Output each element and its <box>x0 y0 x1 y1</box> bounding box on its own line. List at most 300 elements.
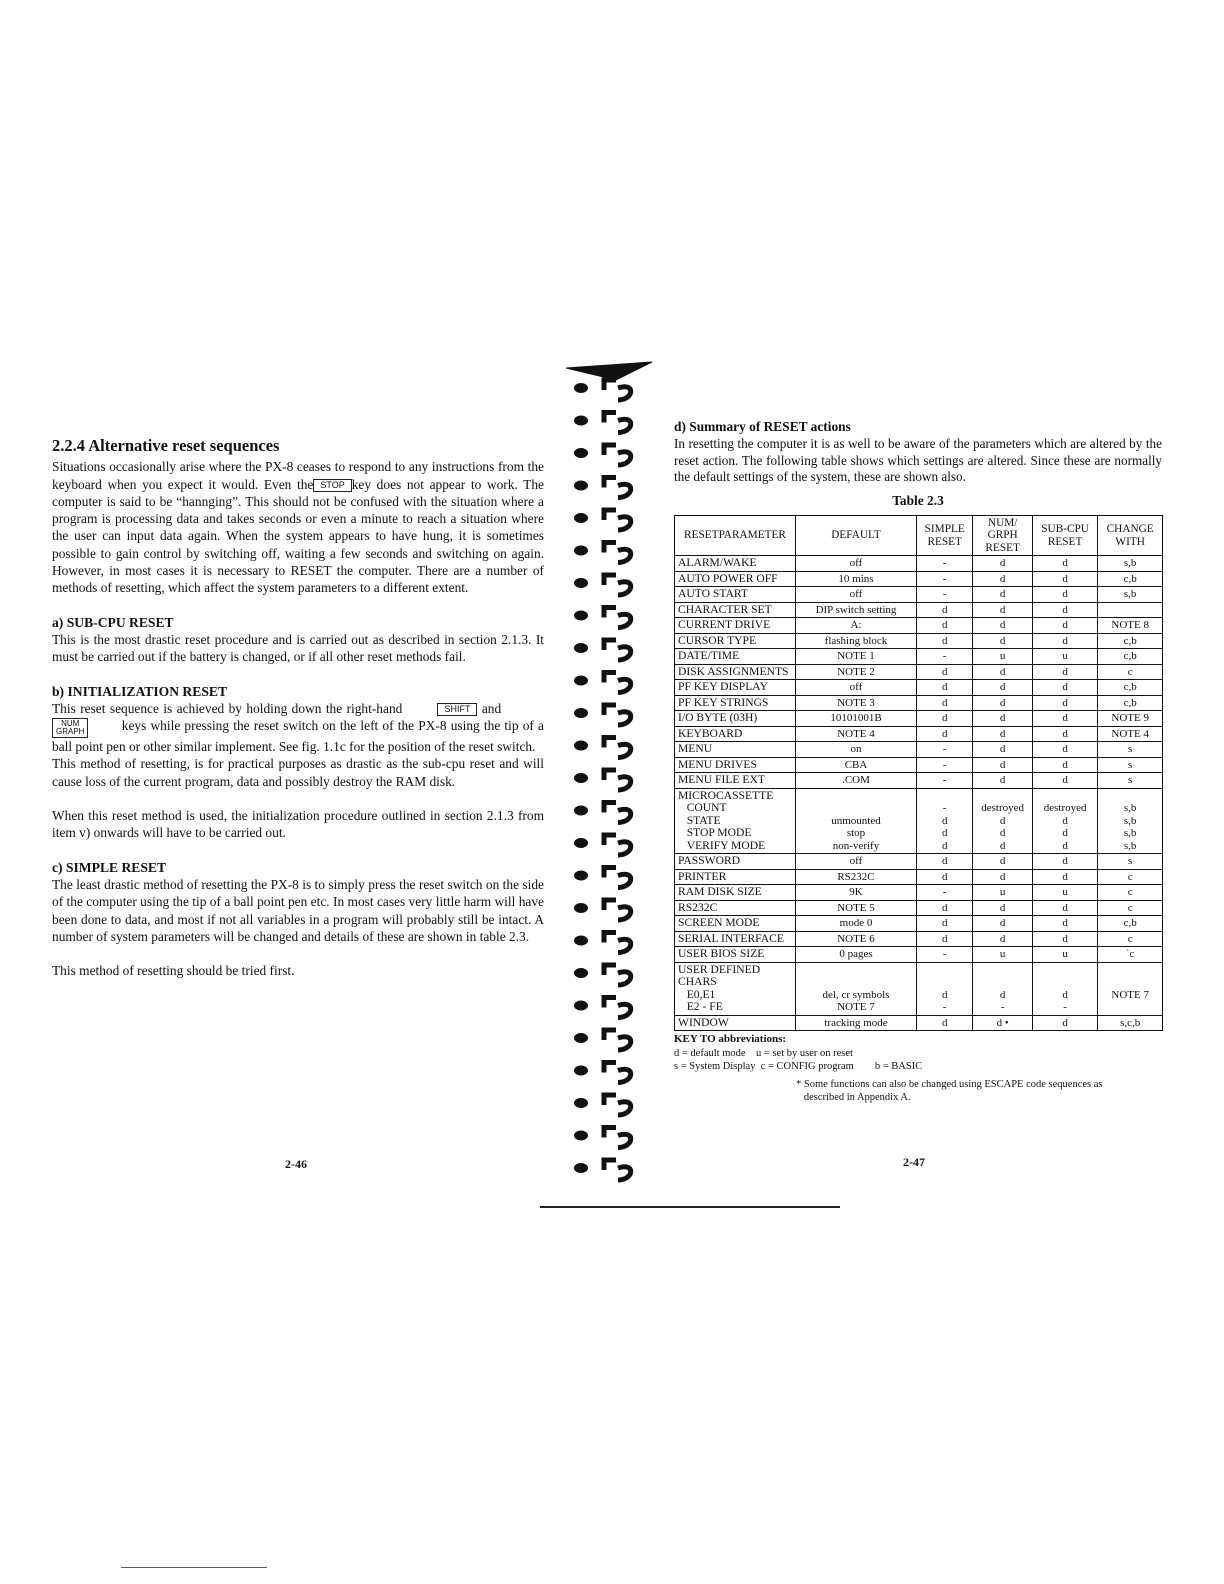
h-num-3: RESET <box>985 541 1020 554</box>
cell-param: SERIAL INTERFACE <box>675 931 796 947</box>
cell-change: s,b <box>1098 556 1163 572</box>
cell-change: c,b <box>1098 649 1163 665</box>
binding-ring <box>604 510 631 530</box>
binding-ring <box>604 673 631 693</box>
initialization-reset-text <box>52 700 544 756</box>
table-row <box>675 556 1163 572</box>
cell-subcpu: d <box>1032 773 1097 789</box>
cell-default: DIP switch setting <box>796 602 917 618</box>
h-num-1: NUM/ <box>987 516 1018 529</box>
escape-note <box>674 1079 1162 1104</box>
cell-param: PRINTER <box>675 869 796 885</box>
cell-simple: - <box>917 556 973 572</box>
table-row <box>675 726 1163 742</box>
key-c: c = CONFIG program <box>760 1061 854 1073</box>
cell-default: tracking mode <box>796 1015 917 1031</box>
cell-default: NOTE 3 <box>796 695 917 711</box>
binding-ring <box>604 770 631 790</box>
binding-ring <box>604 965 631 985</box>
table-row <box>675 773 1163 789</box>
binding-ring <box>604 478 631 498</box>
cell-subcpu: u <box>1032 649 1097 665</box>
cell-change: s,b <box>1098 587 1163 603</box>
table-row <box>675 947 1163 963</box>
stop-key: STOP <box>313 479 351 492</box>
binding-hole <box>574 1131 588 1141</box>
cell-default: on <box>796 742 917 758</box>
cell-numgrph: d <box>973 556 1033 572</box>
table-row <box>675 869 1163 885</box>
cell-subcpu: d <box>1032 854 1097 870</box>
cell-param: RAM DISK SIZE <box>675 885 796 901</box>
col-header-simple <box>917 515 973 556</box>
col-header-change <box>1098 515 1163 556</box>
cell-simple <box>917 788 973 854</box>
binding-hole <box>574 513 588 523</box>
h-change-2: WITH <box>1115 535 1145 548</box>
simple-reset-title: c) SIMPLE RESET <box>52 859 167 875</box>
cell-default: 10 mins <box>796 571 917 587</box>
micro-val: d <box>999 814 1006 827</box>
binding-ring <box>604 738 631 758</box>
binding-hole <box>574 708 588 718</box>
key-d: d = default mode <box>674 1047 746 1059</box>
cell-subcpu: d <box>1032 664 1097 680</box>
cell-default: off <box>796 556 917 572</box>
udc-def: NOTE 7 <box>837 1001 875 1014</box>
cell-change: c <box>1098 931 1163 947</box>
initialization-reset-title: b) INITIALIZATION RESET <box>52 683 228 699</box>
key-s: s = System Display <box>674 1061 756 1073</box>
binding-hole <box>574 1163 588 1173</box>
cell-subcpu: d <box>1032 618 1097 634</box>
cell-subcpu: d <box>1032 726 1097 742</box>
udc-val: - <box>1000 1001 1005 1014</box>
cell-change: c <box>1098 900 1163 916</box>
cell-default: NOTE 5 <box>796 900 917 916</box>
cell-simple: d <box>917 633 973 649</box>
binding-ring <box>604 1095 631 1115</box>
cell-param: MENU FILE EXT <box>675 773 796 789</box>
cell-default: RS232C <box>796 869 917 885</box>
note-line-1: * Some functions can also be changed using ESCAPE code sequences as <box>796 1079 1103 1091</box>
binding-hole <box>574 1066 588 1076</box>
intro-text-1: Situations occasionally arise where the PX-8 ceases to respond to any instructions from the keyboard when you expect it would. Even the <box>52 459 544 492</box>
table-row <box>675 885 1163 901</box>
table-row <box>675 854 1163 870</box>
table-row <box>675 900 1163 916</box>
udc-val: d <box>1062 988 1068 1001</box>
cell-simple: d <box>917 618 973 634</box>
table-row <box>675 742 1163 758</box>
cell-subcpu: d <box>1032 556 1097 572</box>
cell-default: 9K <box>796 885 917 901</box>
binding-ring <box>604 803 631 823</box>
cell-simple: d <box>917 695 973 711</box>
cell-change: NOTE 8 <box>1098 618 1163 634</box>
init-text-3: keys while pressing the reset switch on the left of the PX-8 using the tip of a ball point pen or other similar implement. See fig. 1.1c for the position of the reset switch. <box>52 718 544 755</box>
cell-param: AUTO POWER OFF <box>675 571 796 587</box>
cell-numgrph: d <box>973 726 1033 742</box>
cell-numgrph: d <box>973 602 1033 618</box>
cell-default <box>796 962 917 1015</box>
binding-hole <box>574 643 588 653</box>
key-to-abbreviations <box>674 1033 1162 1073</box>
udc-val: d <box>999 988 1006 1001</box>
initialization-reset-text-2: This method of resetting, is for practical purposes as drastic as the sub-cpu reset and will cause loss of the current program, data and possibly destroy the RAM disk. <box>52 756 544 789</box>
cell-subcpu: d <box>1032 742 1097 758</box>
micro-val: s,b <box>1123 802 1137 815</box>
cell-param: DISK ASSIGNMENTS <box>675 664 796 680</box>
num-key-label: NUM <box>61 719 80 729</box>
binding-ring <box>604 900 631 920</box>
micro-val: s,b <box>1123 827 1137 840</box>
cell-param: WINDOW <box>675 1015 796 1031</box>
cell-param: KEYBOARD <box>675 726 796 742</box>
binding-hole <box>574 936 588 946</box>
cell-simple: d <box>917 680 973 696</box>
micro-def: stop <box>846 827 866 840</box>
cell-simple: - <box>917 773 973 789</box>
cell-subcpu: u <box>1032 885 1097 901</box>
cell-change: c,b <box>1098 633 1163 649</box>
cell-numgrph: d <box>973 742 1033 758</box>
micro-val: d <box>1062 839 1068 852</box>
cell-numgrph: d <box>973 695 1033 711</box>
section-heading: 2.2.4 Alternative reset sequences <box>52 436 280 455</box>
cell-numgrph: d <box>973 633 1033 649</box>
user-defined-chars-block <box>675 962 1163 1015</box>
table-row <box>675 618 1163 634</box>
cell-numgrph: d <box>973 931 1033 947</box>
binding-hole <box>574 383 588 393</box>
micro-val: d <box>1062 827 1068 840</box>
cell-numgrph: d <box>973 854 1033 870</box>
cell-default: off <box>796 587 917 603</box>
cell-subcpu: d <box>1032 680 1097 696</box>
cell-simple: - <box>917 571 973 587</box>
cell-change <box>1098 788 1163 854</box>
intro-text-2: key does not appear to work. The computer is said to be “hannging”. This should not be confused with the situation where a program is processing data and takes seconds or even a minute to reach a situation where the user can input data again. When the system appears to have hung, it is sometimes possible to gain control by switching off, waiting a few seconds and switching on again. However, in most cases it is necessary to RESET the computer. There are a number of methods of resetting, which affect the system parameters to a different extent. <box>52 476 544 596</box>
binding-hole <box>574 481 588 491</box>
cell-param: PASSWORD <box>675 854 796 870</box>
micro-title: MICROCASSETTE <box>678 788 774 802</box>
cell-default: 0 pages <box>796 947 917 963</box>
table-row <box>675 916 1163 932</box>
cell-numgrph: d <box>973 869 1033 885</box>
table-row <box>675 587 1163 603</box>
init-text-and: and <box>481 700 502 716</box>
right-page <box>674 419 1162 1105</box>
micro-val: d <box>941 827 948 840</box>
cell-numgrph: d <box>973 618 1033 634</box>
udc-title: CHARS <box>678 975 717 989</box>
micro-val: d <box>941 814 948 827</box>
cell-subcpu: d <box>1032 633 1097 649</box>
key-b: b = BASIC <box>874 1061 923 1073</box>
summary-intro: In resetting the computer it is as well to be aware of the parameters which are altered by the reset action. The following table shows which settings are altered. Since these are normally the default settings of the system, these are shown also. <box>674 435 1162 485</box>
cell-default: NOTE 4 <box>796 726 917 742</box>
binding-hole <box>574 871 588 881</box>
cell-default: .COM <box>796 773 917 789</box>
micro-val: destroyed <box>1043 802 1087 815</box>
summary-heading: d) Summary of RESET actions <box>674 419 851 434</box>
col-header-default: DEFAULT <box>796 515 917 556</box>
table-row <box>675 633 1163 649</box>
cell-simple: d <box>917 664 973 680</box>
cell-simple: d <box>917 711 973 727</box>
table-row <box>675 1015 1163 1031</box>
cell-subcpu: u <box>1032 947 1097 963</box>
left-page-number: 2-46 <box>285 1157 307 1171</box>
cell-param: USER BIOS SIZE <box>675 947 796 963</box>
window-block <box>675 1015 1163 1031</box>
cell-subcpu: d <box>1032 757 1097 773</box>
cell-numgrph: d <box>973 664 1033 680</box>
table-row <box>675 962 1163 1015</box>
cell-simple: d <box>917 916 973 932</box>
cell-change: s,c,b <box>1098 1015 1163 1031</box>
sub-cpu-reset-text: This is the most drastic reset procedure and is carried out as described in section 2.1.3. It must be carried out if the battery is changed, or if all other reset methods fail. <box>52 631 544 665</box>
cell-numgrph <box>973 788 1033 854</box>
binding-ring <box>604 1128 631 1148</box>
col-header-numgrph <box>973 515 1033 556</box>
binding-ring <box>604 998 631 1018</box>
udc-val: - <box>1063 1001 1067 1014</box>
initialization-reset-text-3: When this reset method is used, the initialization procedure outlined in section 2.1.3 from item v) onwards will have to be carried out. <box>52 808 544 841</box>
micro-val: d <box>999 827 1006 840</box>
binding-top-corner <box>566 362 652 380</box>
binding-ring <box>604 445 631 465</box>
table-row <box>675 931 1163 947</box>
cell-default <box>796 788 917 854</box>
udc-title: USER DEFINED <box>678 962 761 976</box>
binding-hole <box>574 448 588 458</box>
binding-ring <box>604 705 631 725</box>
table-row <box>675 757 1163 773</box>
spiral-binding <box>556 360 656 1210</box>
cell-param: PF KEY STRINGS <box>675 695 796 711</box>
cell-param: ALARM/WAKE <box>675 556 796 572</box>
cell-simple: d <box>917 931 973 947</box>
micro-val: s,b <box>1123 839 1137 852</box>
table-row <box>675 711 1163 727</box>
reset-parameter-table <box>674 515 1163 1032</box>
h-simple-1: SIMPLE <box>924 523 965 536</box>
cell-subcpu: d <box>1032 587 1097 603</box>
cell-change: s <box>1098 854 1163 870</box>
col-header-param: RESETPARAMETER <box>675 515 796 556</box>
cell-change: c,b <box>1098 680 1163 696</box>
cell-param <box>675 962 796 1015</box>
cell-numgrph: d <box>973 900 1033 916</box>
graph-key-label: GRAPH <box>56 727 85 737</box>
binding-hole <box>574 903 588 913</box>
binding-ring <box>604 835 631 855</box>
cell-param: SCREEN MODE <box>675 916 796 932</box>
cell-simple: d <box>917 854 973 870</box>
micro-val: - <box>942 802 947 815</box>
cell-change: c,b <box>1098 571 1163 587</box>
cell-default: A: <box>796 618 917 634</box>
udc-sub: E0,E1 <box>686 987 716 1001</box>
binding-hole <box>574 1033 588 1043</box>
cell-numgrph: u <box>973 649 1033 665</box>
udc-val: - <box>942 1001 947 1014</box>
init-text-1: This reset sequence is achieved by holding down the right-hand <box>52 700 403 716</box>
cell-simple: d <box>917 602 973 618</box>
cell-numgrph: d <box>973 680 1033 696</box>
num-graph-key <box>52 718 88 738</box>
binding-ring <box>604 380 631 400</box>
h-sub-2: RESET <box>1047 535 1083 548</box>
micro-val: d <box>999 839 1006 852</box>
binding-ring <box>604 543 631 563</box>
cell-subcpu: d <box>1032 602 1097 618</box>
micro-sub: COUNT <box>686 801 727 815</box>
binding-hole <box>574 741 588 751</box>
cell-numgrph: u <box>973 947 1033 963</box>
binding-ring <box>604 608 631 628</box>
cell-change: `c <box>1098 947 1163 963</box>
cell-subcpu: d <box>1032 916 1097 932</box>
cell-simple: - <box>917 885 973 901</box>
cell-default: NOTE 1 <box>796 649 917 665</box>
cell-param: RS232C <box>675 900 796 916</box>
cell-default: NOTE 2 <box>796 664 917 680</box>
cell-simple: d <box>917 869 973 885</box>
binding-ring <box>604 413 631 433</box>
cell-simple: - <box>917 649 973 665</box>
binding-hole <box>574 578 588 588</box>
cell-default: 10101001B <box>796 711 917 727</box>
cell-simple: - <box>917 742 973 758</box>
micro-val: d <box>941 839 948 852</box>
binding-ring <box>604 575 631 595</box>
cell-subcpu: d <box>1032 1015 1097 1031</box>
cell-numgrph: d <box>973 757 1033 773</box>
udc-def: del, cr symbols <box>822 988 890 1001</box>
binding-ring <box>604 1063 631 1083</box>
binding-hole <box>574 416 588 426</box>
binding-hole <box>574 1001 588 1011</box>
cell-default: off <box>796 854 917 870</box>
binding-ring <box>604 1160 631 1180</box>
cell-simple <box>917 962 973 1015</box>
binding-hole <box>574 611 588 621</box>
cell-change: s <box>1098 757 1163 773</box>
binding-ring <box>604 933 631 953</box>
cell-param: MENU <box>675 742 796 758</box>
cell-subcpu: d <box>1032 711 1097 727</box>
simple-reset-text: The least drastic method of resetting the PX-8 is to simply press the reset switch on the side of the computer using the tip of a ball point pen etc. In most cases very little harm will have been done to data, and most if not all variables in a program will probably still be intact. A number of system parameters will be changed and details of these are shown in table 2.3. <box>52 876 544 944</box>
cell-change: c,b <box>1098 695 1163 711</box>
table-row <box>675 602 1163 618</box>
h-num-2: GRPH <box>987 529 1018 542</box>
note-line-2: described in Appendix A. <box>803 1092 911 1104</box>
binding-baseline <box>540 1206 840 1208</box>
h-sub-1: SUB-CPU <box>1041 523 1089 536</box>
binding-hole <box>574 838 588 848</box>
cell-simple: d <box>917 1015 973 1031</box>
cell-param: I/O BYTE (03H) <box>675 711 796 727</box>
udc-val: d <box>941 988 948 1001</box>
cell-param: DATE/TIME <box>675 649 796 665</box>
binding-hole <box>574 968 588 978</box>
cell-change: s <box>1098 742 1163 758</box>
cell-param: CURRENT DRIVE <box>675 618 796 634</box>
cell-change: s <box>1098 773 1163 789</box>
right-page-number: 2-47 <box>903 1155 925 1169</box>
binding-ring <box>604 1030 631 1050</box>
cell-numgrph: d <box>973 571 1033 587</box>
cell-numgrph: d <box>973 916 1033 932</box>
microcassette-block <box>675 788 1163 854</box>
cell-subcpu: d <box>1032 869 1097 885</box>
cell-subcpu <box>1032 788 1097 854</box>
cell-subcpu: d <box>1032 900 1097 916</box>
simple-reset-text-2: This method of resetting should be tried first. <box>52 963 295 979</box>
binding-hole <box>574 806 588 816</box>
cell-default: off <box>796 680 917 696</box>
cell-subcpu: d <box>1032 695 1097 711</box>
cell-change: NOTE 9 <box>1098 711 1163 727</box>
micro-val: s,b <box>1123 814 1137 827</box>
cell-numgrph: d <box>973 587 1033 603</box>
udc-val: NOTE 7 <box>1111 988 1149 1001</box>
micro-sub: STOP MODE <box>686 826 752 840</box>
cell-change: c <box>1098 885 1163 901</box>
cell-subcpu: d <box>1032 571 1097 587</box>
h-change-1: CHANGE <box>1106 523 1154 536</box>
cell-simple: - <box>917 757 973 773</box>
cell-numgrph <box>973 962 1033 1015</box>
table-row <box>675 649 1163 665</box>
micro-sub: STATE <box>686 813 721 827</box>
table-caption: Table 2.3 <box>892 493 944 509</box>
cell-default: NOTE 6 <box>796 931 917 947</box>
cell-param <box>675 788 796 854</box>
sub-cpu-reset-title: a) SUB-CPU RESET <box>52 614 174 630</box>
binding-hole <box>574 676 588 686</box>
binding-ring <box>604 868 631 888</box>
binding-hole <box>574 773 588 783</box>
col-header-subcpu <box>1032 515 1097 556</box>
cell-param: PF KEY DISPLAY <box>675 680 796 696</box>
cell-simple: - <box>917 947 973 963</box>
cell-subcpu <box>1032 962 1097 1015</box>
table-body-2 <box>675 854 1163 963</box>
key-title: KEY TO abbreviations: <box>674 1033 787 1046</box>
binding-hole <box>574 546 588 556</box>
micro-def: non-verify <box>832 839 880 852</box>
left-page <box>52 437 544 979</box>
binding-hole <box>574 1098 588 1108</box>
cell-change: c,b <box>1098 916 1163 932</box>
cell-change: NOTE 4 <box>1098 726 1163 742</box>
cell-numgrph: u <box>973 885 1033 901</box>
cell-simple: d <box>917 900 973 916</box>
cell-param: CURSOR TYPE <box>675 633 796 649</box>
table-row <box>675 571 1163 587</box>
micro-sub: VERIFY MODE <box>686 838 766 852</box>
table-row <box>675 788 1163 854</box>
micro-val: destroyed <box>981 802 1025 815</box>
cell-change <box>1098 602 1163 618</box>
cell-change <box>1098 962 1163 1015</box>
cell-default: CBA <box>796 757 917 773</box>
cell-param: AUTO START <box>675 587 796 603</box>
